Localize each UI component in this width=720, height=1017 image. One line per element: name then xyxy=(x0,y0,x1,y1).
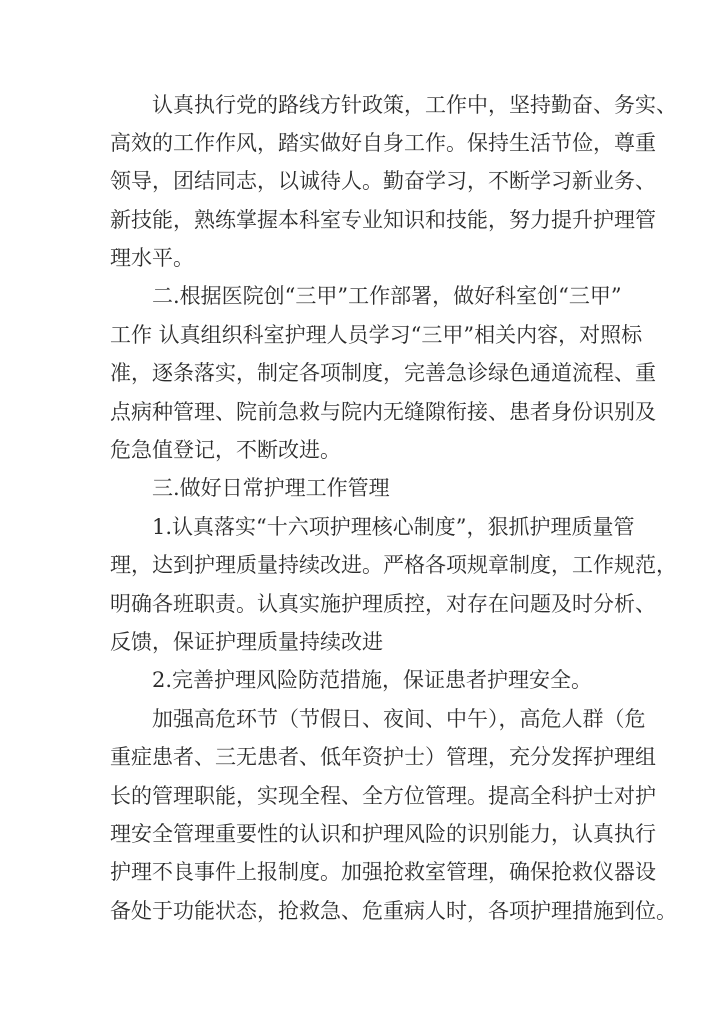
text-line: 加强高危环节（节假日、夜间、中午），高危人群（危 xyxy=(152,707,646,731)
text-line: 护理不良事件上报制度。加强抢救室管理，确保抢救仪器设 xyxy=(110,860,656,884)
text-line: 理，达到护理质量持续改进。严格各项规章制度，工作规范， xyxy=(110,553,677,577)
text-line: 二.根据医院创“三甲”工作部署，做好科室创“三甲” xyxy=(152,284,622,308)
text-line: 反馈，保证护理质量持续改进 xyxy=(110,630,383,654)
text-line: 新技能，熟练掌握本科室专业知识和技能，努力提升护理管 xyxy=(110,208,656,232)
text-line: 理安全管理重要性的认识和护理风险的识别能力，认真执行 xyxy=(110,822,656,846)
section-heading: 三.做好日常护理工作管理 xyxy=(152,476,390,500)
text-line: 领导，团结同志，以诚待人。勤奋学习，不断学习新业务、 xyxy=(110,169,656,193)
text-line: 高效的工作作风，踏实做好自身工作。保持生活节俭，尊重 xyxy=(110,131,656,155)
text-line: 2.完善护理风险防范措施，保证患者护理安全。 xyxy=(152,668,593,692)
text-line: 认真执行党的路线方针政策，工作中，坚持勤奋、务实、 xyxy=(152,93,677,117)
text-line: 备处于功能状态，抢救急、危重病人时，各项护理措施到位。 xyxy=(110,899,677,923)
text-line: 长的管理职能，实现全程、全方位管理。提高全科护士对护 xyxy=(110,784,656,808)
text-line: 明确各班职责。认真实施护理质控，对存在问题及时分析、 xyxy=(110,592,656,616)
text-line: 重症患者、三无患者、低年资护士）管理，充分发挥护理组 xyxy=(110,745,656,769)
text-line: 工作 认真组织科室护理人员学习“三甲”相关内容，对照标 xyxy=(110,323,643,347)
text-line: 点病种管理、院前急救与院内无缝隙衔接、患者身份识别及 xyxy=(110,400,656,424)
text-line: 理水平。 xyxy=(110,246,194,270)
text-line: 准，逐条落实，制定各项制度，完善急诊绿色通道流程、重 xyxy=(110,361,656,385)
text-line: 1.认真落实“十六项护理核心制度”，狠抓护理质量管 xyxy=(152,515,635,539)
text-line: 危急值登记，不断改进。 xyxy=(110,438,341,462)
